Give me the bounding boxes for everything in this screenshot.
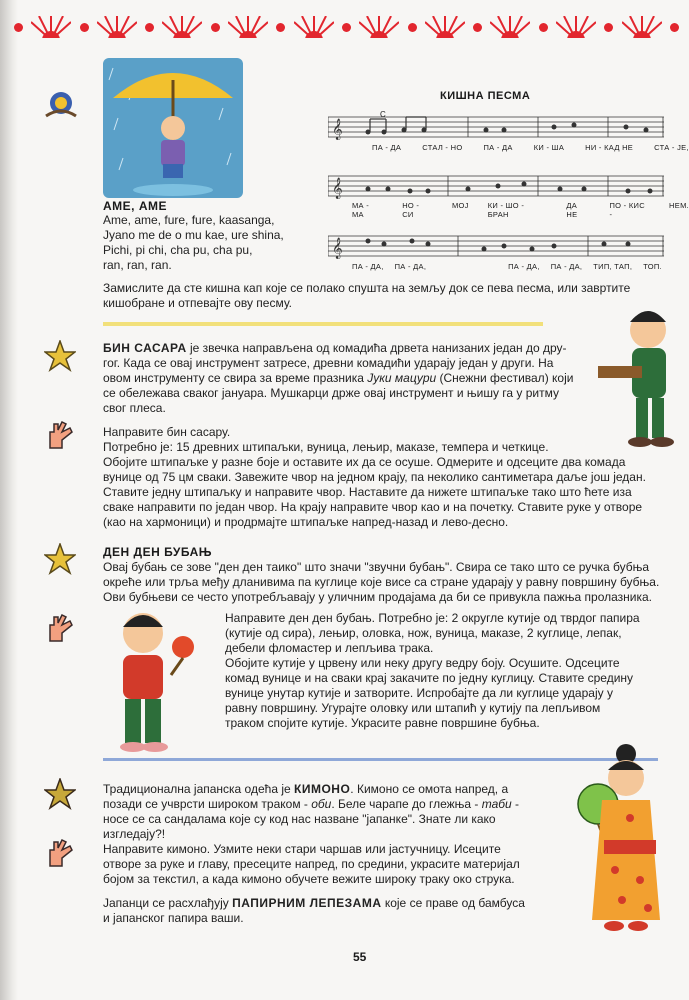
rising-sun-icon [31,16,71,38]
text-line: - [511,797,520,811]
lyric-word: ДА НЕ [566,201,578,219]
rising-sun-icon [294,16,334,38]
lyric-word: ПА - ДА [372,143,402,152]
text-line: (као на хармоници) и продрмајте штипаљке напред-назад и лево-десно. [103,515,509,529]
ame-title: АМЕ, АМЕ [103,199,167,213]
lyric-word: КИ - ШО - БРАН [487,201,525,219]
text-line: носе се са сандалама које су код нас названe "јапанке". Знате ли како [103,812,496,826]
text-line: кишобране и отпевајте ову песму. [103,296,292,310]
text-line: Направите кимоно. Узмите неки стари чаршав или јастучницу. Исеците [103,842,501,856]
ame-lyrics [103,213,284,273]
lyric-word: КИ - ША [533,143,565,152]
text-line: Направите бин сасару. [103,425,231,439]
red-dot-icon [80,23,89,32]
red-dot-icon [539,23,548,32]
lyric-word: СТА - ЈЕ, [654,143,689,152]
hand-icon [44,838,76,868]
red-dot-icon [211,23,220,32]
hand-icon [44,420,76,450]
kimono-text [103,782,563,887]
text-line: које се праве од бамбуса [381,896,525,910]
star-icon [44,778,76,810]
text-line: се обележава сваког јануара. Мушкарци држе овај инструмент и њишу га у ритму [103,386,559,400]
red-dot-icon [670,23,679,32]
text-line: отворе за руке и главу, пресеците напред, по средини, украсите материјал [103,857,520,871]
lyric-word: ПО - КИС - [609,201,645,219]
term-obi: оби [311,797,332,811]
text-line: изгледају?! [103,827,166,841]
lyric-word: ПА - ДА, [394,262,427,271]
lyric-word: ПА - ДА, [352,262,384,271]
boy-with-drum-illustration [103,605,213,755]
text-line: Обојите штипаљке у разне боје и оставите их да се осуше. Одмерите и одсеците два комада [103,455,626,469]
text-line: Направите ден ден бубањ. Потребно је: 2 округле кутије од тврдог папира [225,611,640,625]
lyric-line-1 [372,143,689,152]
top-border [14,14,679,40]
text-line: Потребно је: 15 древних штипаљки, вуница, лењир, маказе, темпера и четкице. [103,440,549,454]
den-den-title: ДЕН ДЕН БУБАЊ [103,545,212,559]
term-tabi: таби [481,797,512,811]
den-den-instructions [225,611,680,731]
text-line: Традиционална јапанска одећа је [103,782,294,796]
lyric-word: ПА - ДА, [508,262,540,271]
text-line: вунице унутар кутије и затворите. Испробајте да ли куглице ударају у [225,686,613,700]
text-line: . Беле чарапе до глежња - [331,797,482,811]
rising-sun-icon [622,16,662,38]
text-line: комад вунице и на сваки крај закачите по једну куглицу. Ставите средину [225,671,634,685]
text-line: вунице од 75 цм сваки. Завежите чвор на једном крају, па неколико сантиметара даље још један. [103,470,646,484]
red-dot-icon [14,23,23,32]
text-line: сваке направити по један чвор. На крају направите чвор као и на почетку. Ставите руке у отворе [103,500,643,514]
lyric-word: ПА - ДА [483,143,513,152]
song-title: КИШНА ПЕСМА [440,90,531,102]
lyric-word: НИ - КАД НЕ [585,143,634,152]
text-line: . Кимоно се омота напред, а [350,782,509,796]
lyric-word: НЕМ. [669,201,689,210]
ame-line: Pichi, pi chi, cha pu, cha pu, [103,243,253,257]
red-dot-icon [145,23,154,32]
ame-line: Jyano me de o mu kae, ure shina, [103,228,284,242]
chord-c-label: C [380,110,386,119]
text-line: гог. Када се овај инструмент затресе, древни комадићи ударају један у други. На [103,356,554,370]
den-den-intro [103,560,683,605]
rain-child-illustration [103,58,243,198]
text-line: равну површину. Угурајте оловку или штапић у кутију па лепљивом [225,701,601,715]
rising-sun-icon [97,16,137,38]
text-line: Замислите да сте кишна кап које се полако спушта на земљу док се пева песма, или завртите [103,281,631,295]
lyric-word: МОЈ [451,201,469,210]
fan-text [103,896,563,926]
rising-sun-icon [556,16,596,38]
lyric-line-2 [352,201,689,219]
festival-name: Јуки мацури [367,371,437,385]
music-staff-3 [328,232,664,262]
text-line: је звечка направљена од комадића дрвета нанизаних један до дру- [186,341,567,355]
text-line: позади се учврсти широком траком - [103,797,312,811]
text-line: овом инструменту се свира за време празника [103,371,368,385]
text-line: (Снежни фестивал) који [436,371,574,385]
text-line: свог плеса. [103,401,166,415]
rising-sun-icon [359,16,399,38]
snail-flower-icon [44,88,78,118]
text-line: Јапанци се расхлађују [103,896,233,910]
text-line: Обојите кутије у црвену или неку другу ведру боју. Осушите. Одсеците [225,656,620,670]
rain-instructions [103,281,630,311]
text-line: и јапанског папира ваши. [103,911,244,925]
star-icon [44,543,76,575]
text-line: траком спојите кутије. Украсите равне површине бубња. [225,716,540,730]
red-dot-icon [473,23,482,32]
red-dot-icon [408,23,417,32]
text-line: бојом за текстил, а када кимоно обучете вежите широку траку око струка. [103,872,515,886]
text-line: Овај бубањ се зове "ден ден таико" што значи "звучни бубањ". Свира се тако што се ручка бубња [103,560,650,574]
lyric-word: МА - МА [352,201,370,219]
page-spine [0,0,18,1000]
hand-icon [44,613,76,643]
ame-line: Ame, ame, fure, fure, kaasanga, [103,213,275,227]
lyric-word: СТАЛ - НО [422,143,463,152]
kimono-girl-illustration [570,740,670,935]
text-line: окреће или трља међу дланивима па куглице које висе са стране ударају у равну површину бубња. [103,575,660,589]
bin-sasara-instructions [103,425,683,530]
red-dot-icon [342,23,351,32]
svg-text:𝄞: 𝄞 [332,178,343,198]
svg-text:𝄞: 𝄞 [332,238,343,258]
paper-fans-title: ПАПИРНИМ ЛЕПЕЗАМА [232,896,382,910]
page-number: 55 [353,950,367,964]
lyric-word: ПА - ДА, [550,262,583,271]
red-dot-icon [276,23,285,32]
lyric-word: НО - СИ [402,201,420,219]
rising-sun-icon [490,16,530,38]
text-line: Ставите једну штипаљку и направите чвор. Наставите да нижете штипаљке тако што ћете иза [103,485,632,499]
text-line: Ови бубњеви се често употребљавају у уличним продајама да би се привукла пажња пролазника. [103,590,652,604]
lyric-word: ТОП. [643,262,662,271]
section-divider [103,322,543,326]
music-staff-1 [328,113,664,147]
rising-sun-icon [228,16,268,38]
kimono-title: КИМОНО [294,782,351,796]
bin-sasara-title: БИН САСАРА [103,341,187,355]
lyric-word: ТИП, ТАП, [593,262,633,271]
text-line: дебели фломастер и лепљива трака. [225,641,434,655]
music-staff-2 [328,172,664,202]
text-line: (кутије од сира), лењир, оловка, нож, вуница, маказе, 2 куглице, лепак, [225,626,622,640]
svg-text:𝄞: 𝄞 [332,119,343,139]
bin-sasara-intro [103,341,583,416]
rising-sun-icon [162,16,202,38]
rising-sun-icon [425,16,465,38]
red-dot-icon [604,23,613,32]
star-icon [44,340,76,372]
lyric-line-3 [352,262,662,271]
ame-line: ran, ran, ran. [103,258,172,272]
